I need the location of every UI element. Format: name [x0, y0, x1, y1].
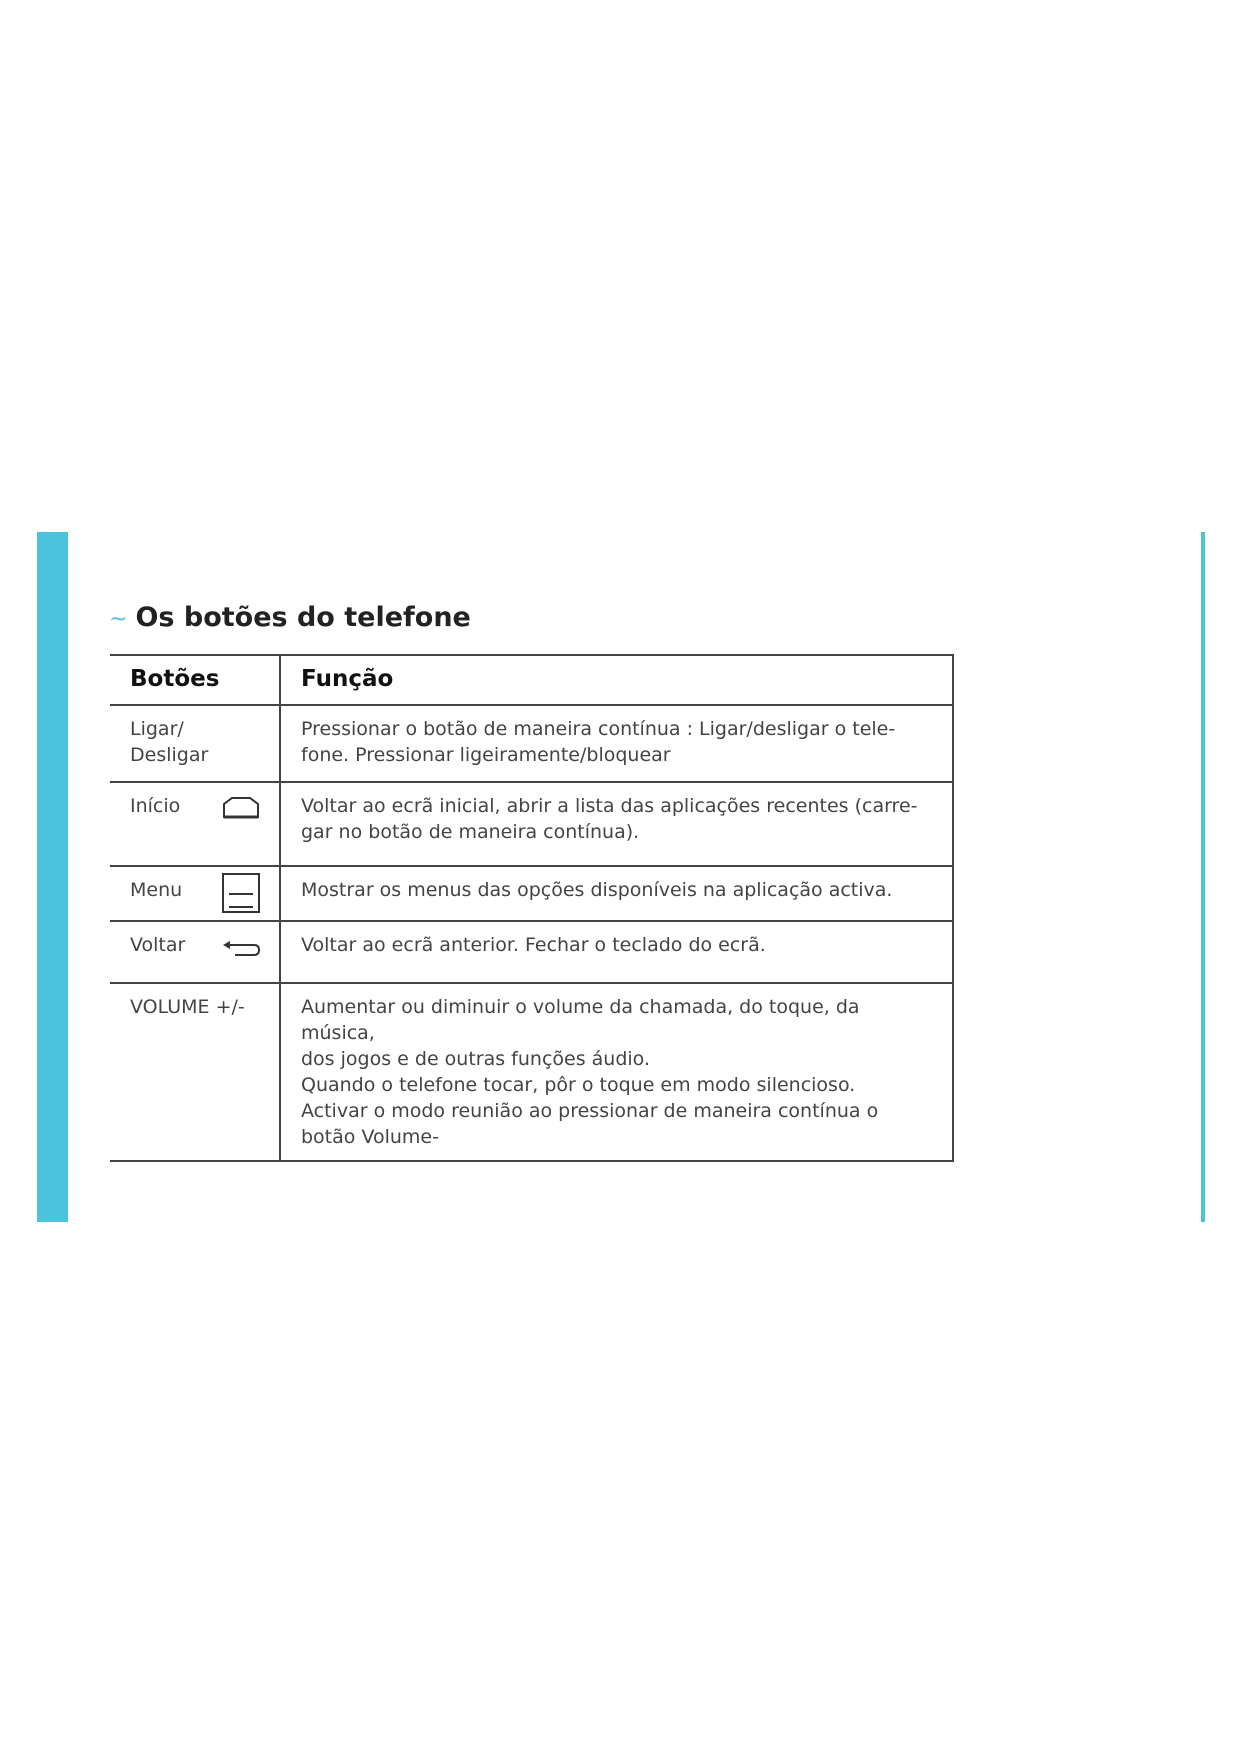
section-heading: [109, 602, 471, 633]
function-line: botão Volume-: [301, 1126, 439, 1148]
button-cell: [110, 983, 280, 1161]
table-header-row: [110, 655, 953, 705]
function-cell: [280, 705, 953, 782]
content-panel: [37, 532, 1205, 1222]
header-buttons: Botões: [110, 655, 280, 705]
function-line: Quando o telefone tocar, pôr o toque em modo silencioso.: [301, 1074, 856, 1096]
heading-title: Os botões do telefone: [135, 602, 471, 633]
table-row: [110, 782, 953, 866]
function-line: Pressionar o botão de maneira contínua : Ligar/desligar o tele-: [301, 718, 896, 740]
back-icon: [221, 940, 261, 962]
button-cell: [110, 705, 280, 782]
function-cell: [280, 866, 953, 921]
button-name-line: Voltar: [130, 934, 186, 956]
button-cell: [110, 782, 280, 866]
header-function: Função: [280, 655, 953, 705]
function-line: fone. Pressionar ligeiramente/bloquear: [301, 744, 671, 766]
buttons-table: [110, 654, 954, 1162]
function-line: Mostrar os menus das opções disponíveis na aplicação activa.: [301, 879, 893, 901]
function-line: Voltar ao ecrã inicial, abrir a lista das aplicações recentes (carre-: [301, 795, 918, 817]
button-name-line: VOLUME +/-: [130, 996, 245, 1018]
table-row: [110, 921, 953, 983]
button-name-line: Ligar/: [130, 718, 184, 740]
button-name-line: Desligar: [130, 744, 209, 766]
function-line: Activar o modo reunião ao pressionar de maneira contínua o: [301, 1100, 879, 1122]
function-line: dos jogos e de outras funções áudio.: [301, 1048, 651, 1070]
function-cell: [280, 921, 953, 983]
button-name-line: Menu: [130, 879, 183, 901]
menu-icon: [221, 872, 261, 914]
button-cell: [110, 921, 280, 983]
left-accent-bar: [37, 532, 68, 1222]
home-icon: [221, 795, 261, 821]
button-cell: [110, 866, 280, 921]
function-line: Aumentar ou diminuir o volume da chamada, do toque, da música,: [301, 996, 860, 1044]
function-line: Voltar ao ecrã anterior. Fechar o teclado do ecrã.: [301, 934, 766, 956]
function-line: gar no botão de maneira contínua).: [301, 821, 640, 843]
function-cell: [280, 983, 953, 1161]
function-cell: [280, 782, 953, 866]
table-row: [110, 983, 953, 1161]
right-accent-bar: [1201, 532, 1205, 1222]
table-row: [110, 866, 953, 921]
button-name-line: Início: [130, 795, 181, 817]
heading-tilde: ~: [109, 607, 128, 632]
table-row: [110, 705, 953, 782]
